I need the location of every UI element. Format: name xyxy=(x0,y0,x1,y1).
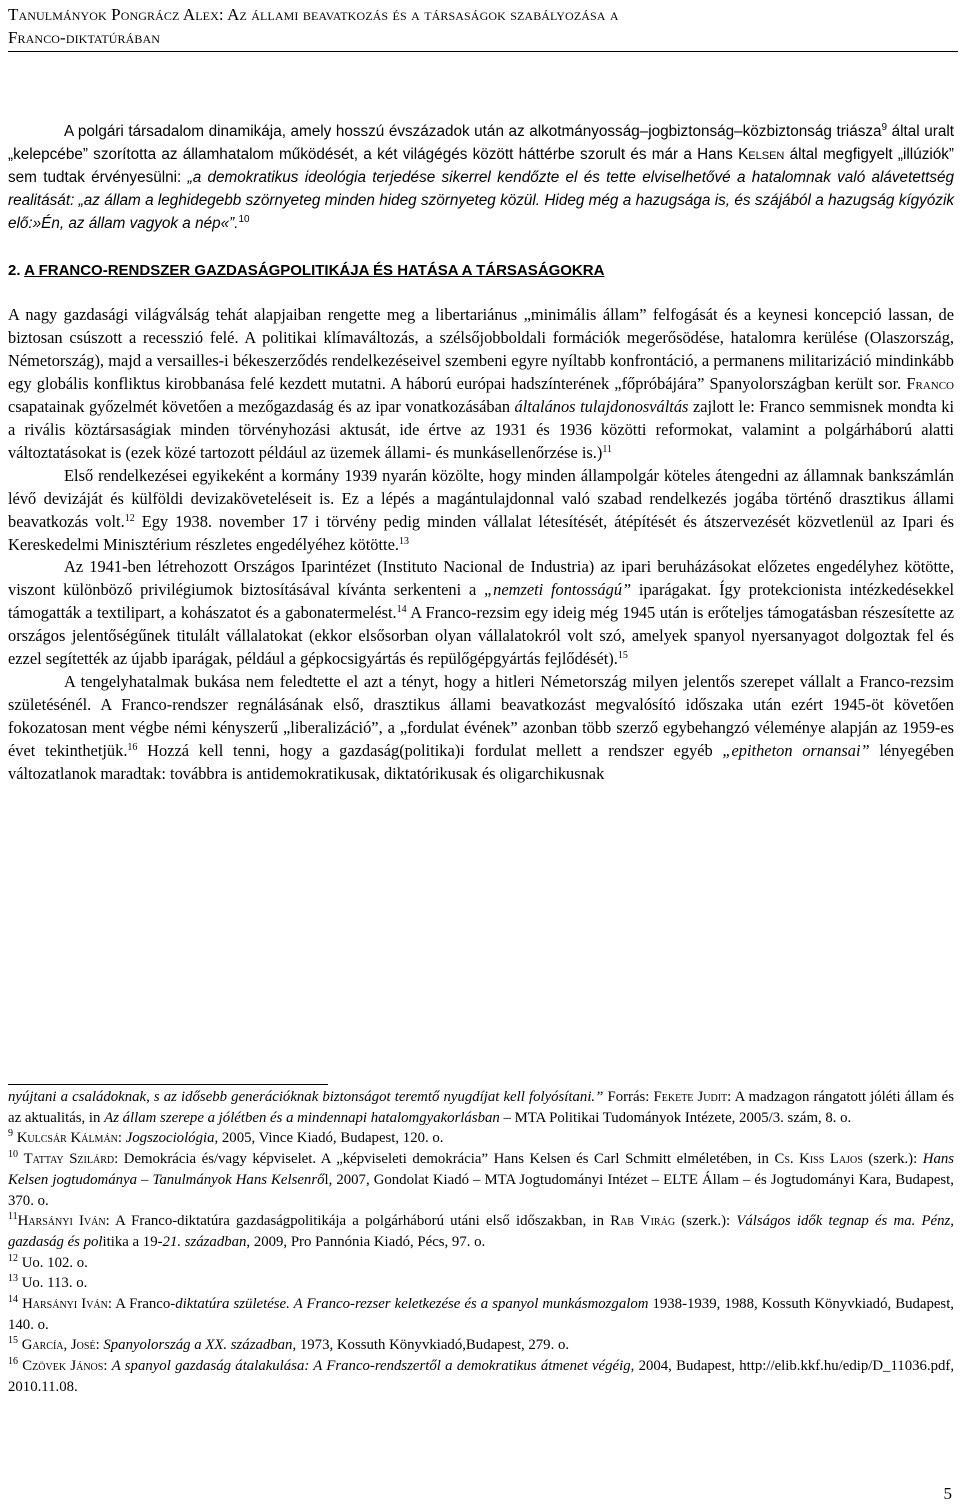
paragraph-text: lényegében változatlanok maradtak: továbbra is antidemokratikusak, diktatórikusak és oligarchikusnak xyxy=(8,740,955,783)
footnotes xyxy=(8,1087,954,1398)
author-name-kelsen: Kelsen xyxy=(738,145,785,163)
footnote-14 xyxy=(8,1294,954,1335)
paragraph-text: zajlott le: Franco semmisnek mondta ki a rivális köztársaságiak minden törvényhozási aktusát, ide értve az 1931 és 1936 közötti reformokat, valamint a polgárháború alatti változtatásokat is (ezek közé tartozott például az üzemek állami- és munkásellenőrzése is.) xyxy=(8,397,954,462)
footnote-author: Fekete Judit xyxy=(653,1089,728,1105)
footnote-text: Uo. 113. o. xyxy=(18,1275,88,1292)
section-title: A FRANCO-RENDSZER GAZDASÁGPOLITIKÁJA ÉS HATÁSA A TÁRSASÁGOKRA xyxy=(24,261,605,279)
footnote-text: , 2005, Vince Kiadó, Budapest, 120. o. xyxy=(214,1130,444,1147)
footnote-number: 14 xyxy=(8,1294,18,1306)
footnote-text: Forrás: xyxy=(603,1089,654,1105)
section-number: 2. xyxy=(8,261,25,279)
running-header xyxy=(8,3,958,52)
paragraph-text: csapatainak győzelmét követően a mezőgazdaság és az ipar vonatkozásában xyxy=(8,397,515,417)
footnote-text: : xyxy=(117,1130,126,1147)
footnote-separator xyxy=(8,1084,328,1085)
footnote-text: 1938-1939, 1988, Kossuth Könyvkiadó, Budapest, 140. o. xyxy=(8,1296,954,1333)
paragraph-text: A nagy gazdasági világválság tehát alapjaiban rengette meg a libertariánus „minimális állam” felfogását és a keynesi koncepció lassan, de biztosan csúszott a recesszió felé. A politikai klímaváltozás, a szélsőjobboldali formációk megerősödése, hatalomra kerülése (Olaszország, Németország), majd a versailles-i békeszerződés rendelkezéseivel szembeni egyre nyíltabb konfrontáció, a permanens militarizáció mindinkább egy globális konfliktus kirobbanása felé kezdett mutatni. A háború európai hadszínterének „főpróbájára” Spanyolországban került sor. xyxy=(8,305,954,394)
footnote-author: Czövek János xyxy=(22,1358,104,1375)
footnote-number: 16 xyxy=(8,1356,18,1368)
paragraph-text: Hozzá kell tenni, hogy a gazdaság(politika)i fordulat mellett a rendszer egyéb xyxy=(137,740,723,760)
footnote-ref-16[interactable]: 16 xyxy=(127,741,138,753)
footnote-author: Harsányi Iván xyxy=(17,1213,106,1230)
footnote-text: : Demokrácia és/vagy képviselet. A „képviseleti demokrácia” Hans Kelsen és Carl Schmitt elméletében, in xyxy=(114,1151,775,1168)
footnote-italic: nyújtani a családoknak, s az idősebb generációknak biztonságot teremtő nyugdíjat kell folyósítani.” xyxy=(8,1089,604,1105)
footnote-12 xyxy=(8,1253,954,1274)
footnote-author: Tattay Szilárd xyxy=(23,1151,115,1168)
page-number: 5 xyxy=(943,1484,952,1503)
footnote-author: Cs. Kiss Lajos xyxy=(774,1151,863,1168)
paragraph-3 xyxy=(8,556,954,671)
footnote-italic: Spanyolország a XX. században xyxy=(103,1337,293,1354)
paragraph-4 xyxy=(8,671,954,786)
paragraph-text: A Franco-rezsim egy ideig még 1945 után is erőteljes támogatásban részesítette az országos jelentőségűnek titulált vállalatokat (ekkor elsősorban olyan vállalatokról volt szó, amelyek spanyol nyersanyagot dolgoztak fel és ezzel segítették az újabb iparágak, például a gépkocsigyártás és repülőgépgyártás fejlődését). xyxy=(8,603,954,669)
quote-paragraph xyxy=(8,121,954,236)
author-name-franco: Franco xyxy=(906,374,954,394)
footnote-number: 11 xyxy=(8,1211,18,1223)
footnote-ref-13[interactable]: 13 xyxy=(398,535,409,547)
footnote-number: 9 xyxy=(8,1128,13,1140)
footnote-author: Kulcsár Kálmán xyxy=(16,1130,118,1147)
footnote-continuation xyxy=(8,1087,954,1128)
footnote-text: itika a 19- xyxy=(102,1233,163,1250)
footnote-ref-9[interactable]: 9 xyxy=(881,122,888,133)
quote-italic: „a demokratikus ideológia terjedése sikerrel kendőzte el és tette elviselhetővé a hatalomnak való alávetettség realitását: „az állam a leghidegebb szörnyeteg minden hideg szörnyeteg közül. Hideg még a hazugsága is, és szájából a hazugság kígyózik elő:»Én, az állam vagyok a nép«”. xyxy=(8,168,954,232)
footnote-italic: Az állam szerepe a jólétben és a mindennapi hatalomgyakorlásban xyxy=(104,1109,500,1126)
footnote-text: (szerk.): xyxy=(862,1151,923,1168)
section-heading xyxy=(8,260,954,283)
footnote-ref-10[interactable]: 10 xyxy=(238,213,250,225)
quote-text: A polgári társadalom dinamikája, amely hosszú évszázadok után az alkotmányosság–jogbiztonság–közbiztonság triásza xyxy=(64,123,882,140)
footnote-text: Uo. 102. o. xyxy=(18,1254,88,1271)
paragraph-text: Az 1941-ben létrehozott Országos Iparintézet (Instituto Nacional de Industria) az ipari beruházásokat előzetes engedélyhez kötötte, viszont különböző privilégiumok biztosításával kívánta serkenteni a xyxy=(8,557,954,600)
footnote-9 xyxy=(8,1128,954,1149)
footnote-text: : xyxy=(95,1337,104,1354)
footnote-number: 15 xyxy=(8,1335,18,1347)
footnote-author: Rab Virág xyxy=(610,1213,676,1230)
footnote-number: 12 xyxy=(8,1252,18,1264)
footnote-number: 13 xyxy=(8,1273,18,1285)
footnote-text: : A madzagon rángatott jóléti állam és az aktualitás, in xyxy=(8,1089,955,1126)
paragraph-text: Egy 1938. november 17 i törvény pedig minden vállalat létesítését, átépítését és átszervezését közvetlenül az Ipari és Kereskedelmi Minisztérium részletes engedélyéhez kötötte. xyxy=(8,511,954,554)
footnote-text: : xyxy=(103,1358,112,1375)
footnote-text: , 2009, Pro Pannónia Kiadó, Pécs, 97. o. xyxy=(246,1233,486,1250)
paragraph-italic: „epitheton ornansai” xyxy=(722,740,870,760)
footnote-italic: diktatúra születése. A Franco-rezser keletkezése és a spanyol munkásmozgalom xyxy=(175,1296,649,1313)
header-line-1: Tanulmányok Pongrácz Alex: Az állami beavatkozás és a társaságok szabályozása a xyxy=(8,5,619,24)
paragraph-text: iparágakat. Így protekcionista intézkedésekkel támogatták a textilipart, a kohászatot és a gabonatermelést. xyxy=(8,580,955,623)
footnote-text: : A Franco-diktatúra gazdaságpolitikája a polgárháború utáni első időszakban, in xyxy=(105,1213,611,1230)
footnote-text: , 2004, Budapest, http://elib.kkf.hu/edip/D_11036.pdf, 2010.11.08. xyxy=(8,1358,955,1395)
footnote-11 xyxy=(8,1211,954,1252)
footnote-italic: A spanyol gazdaság átalakulása: A Franco-rendszertől a demokratikus átmenet végéig xyxy=(111,1358,631,1375)
footnote-text: : A Franco- xyxy=(107,1296,176,1313)
footnote-ref-12[interactable]: 12 xyxy=(124,512,135,524)
paragraph-2 xyxy=(8,465,954,557)
footnote-text: (szerk.): xyxy=(675,1213,737,1230)
quote-text: által uralt „kelepcébe” szorította az államhatalom működését, a két világégés között háttérbe szorult és már a Hans xyxy=(8,123,954,163)
footnote-text: l, 2007, Gondolat Kiadó – MTA Jogtudományi Intézet – ELTE Állam – és Jogtudományi Kara, Budapest, 370. o. xyxy=(8,1171,954,1209)
footnote-13 xyxy=(8,1273,954,1294)
footnote-author: Harsányi Iván xyxy=(22,1296,108,1313)
quote-text: által megfigyelt „illúziók” sem tudtak érvényesülni: xyxy=(8,145,955,186)
footnote-ref-14[interactable]: 14 xyxy=(396,604,407,616)
footnote-16 xyxy=(8,1356,954,1397)
footnote-ref-15[interactable]: 15 xyxy=(617,650,628,662)
paragraph-text: Első rendelkezései egyikeként a kormány 1939 nyarán közölte, hogy minden állampolgár köteles átengedni az államnak bankszámlán lévő devizáját és külföldi devizaköveteléseit is. Ez a lépés a magántulajdonnal való szabad rendelkezés jogába történő drasztikus állami beavatkozás volt. xyxy=(8,465,954,531)
footnote-text: – MTA Politikai Tudományok Intézete, 2005/3. szám, 8. o. xyxy=(499,1109,852,1126)
main-text xyxy=(8,121,954,785)
header-line-2: Franco-diktatúrában xyxy=(8,28,161,47)
footnote-ref-11[interactable]: 11 xyxy=(602,443,613,455)
paragraph-text: A tengelyhatalmak bukása nem feledtette el azt a tényt, hogy a hitleri Németország milyen jelentős szerepet vállalt a Franco-rezsim születésénél. A Franco-rendszer regnálásának első, drasztikus állami beavatkozást megvalósító időszaka után ezért 1945-öt követően fokozatosan ment végbe némi kényszerű „liberalizáció”, a „fordulat évének” azonban több szerző egybehangzó véleménye alapján az 1959-es évet tekinthetjük. xyxy=(8,671,954,760)
footnote-10 xyxy=(8,1149,954,1211)
paragraph-italic: általános tulajdonosváltás xyxy=(514,397,689,417)
footnote-author: García, José xyxy=(21,1337,96,1354)
footnote-15 xyxy=(8,1335,954,1356)
footnote-italic: Válságos idők tegnap és ma. Pénz, gazdaság és pol xyxy=(8,1213,954,1250)
footnote-number: 10 xyxy=(8,1149,18,1161)
footnote-italic: Hans Kelsen jogtudománya – Tanulmányok Hans Kelsenrő xyxy=(8,1151,955,1188)
paragraph-1 xyxy=(8,304,954,464)
footnote-italic: Jogszociológia xyxy=(125,1130,215,1147)
footnote-italic: 21. században xyxy=(162,1233,247,1250)
paragraph-italic: „nemzeti fontosságú” xyxy=(484,580,632,600)
footnote-text: , 1973, Kossuth Könyvkiadó,Budapest, 279. o. xyxy=(292,1337,570,1354)
